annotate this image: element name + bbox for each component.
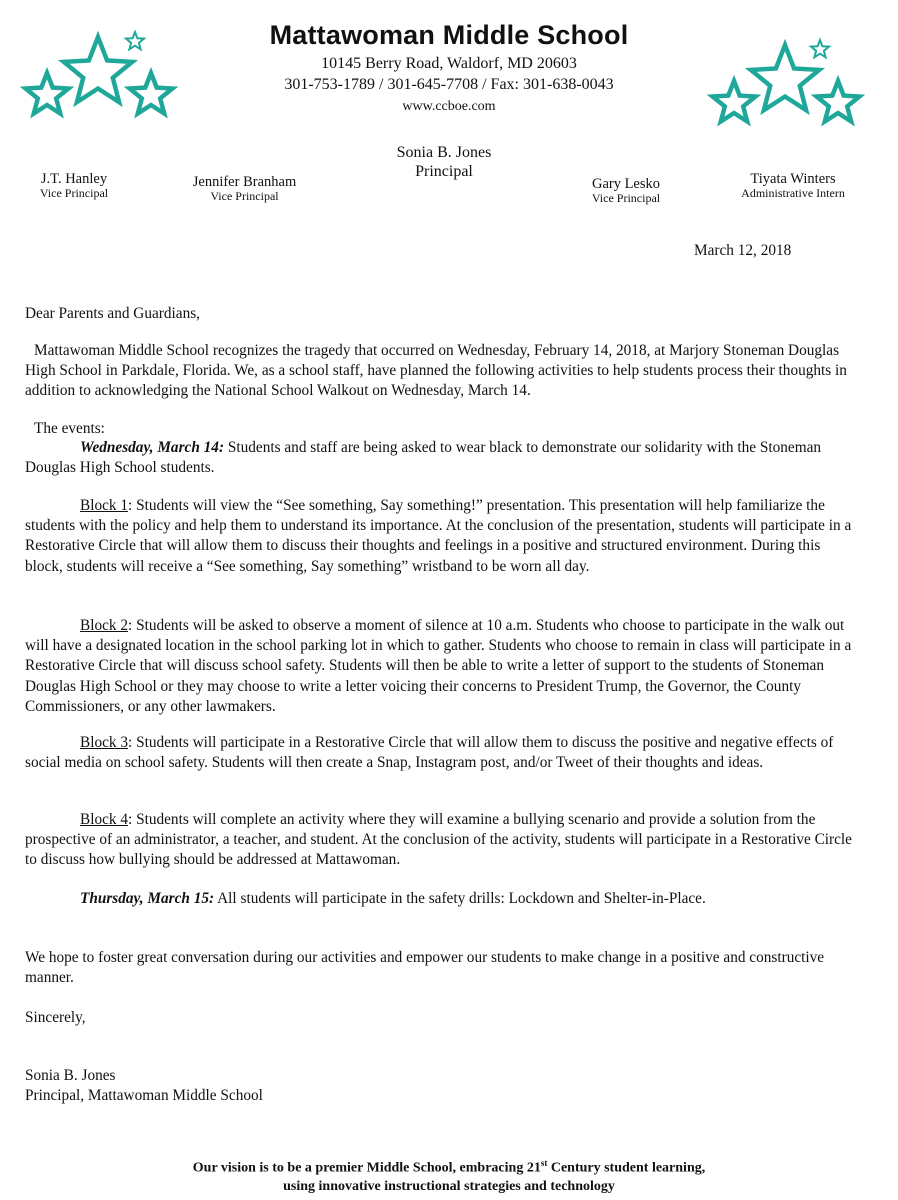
closing-paragraph: We hope to foster great conversation during our activities and empower our students to make change in a positive and constructive manner. xyxy=(25,949,825,987)
block-paragraph xyxy=(25,616,860,717)
staff-member xyxy=(14,172,134,200)
block-label: Block 1 xyxy=(80,497,129,514)
school-website: www.ccboe.com xyxy=(402,99,496,114)
footer-vision xyxy=(0,1158,898,1196)
block-text: : Students will complete an activity where they will examine a bullying scenario and provide a solution from the prospective of an administrator, a teacher, and student. At the conclusion of the activity, students will participate in a Restorative Circle to discuss how bullying should be addressed at Mattawoman. xyxy=(25,811,852,869)
intro-paragraph: Mattawoman Middle School recognizes the tragedy that occurred on Wednesday, February 14, 2018, at Marjory Stoneman Douglas High School in Parkdale, Florida. We, as a school staff, have planned the following activities to help students process their thoughts in addition to acknowledging the National School Walkout on Wednesday, March 14. xyxy=(25,342,847,400)
wednesday-paragraph xyxy=(25,438,860,478)
staff-member xyxy=(718,172,868,200)
staff-name: Jennifer Branham xyxy=(192,174,297,190)
wednesday-label: Wednesday, March 14: xyxy=(80,439,225,456)
signer-title: Principal, Mattawoman Middle School xyxy=(25,1087,263,1104)
block-paragraph xyxy=(25,496,860,577)
staff-role: Administrative Intern xyxy=(741,186,845,201)
staff-name: J.T. Hanley xyxy=(40,171,108,187)
block-label: Block 3 xyxy=(80,734,129,751)
block-text: : Students will be asked to observe a moment of silence at 10 a.m. Students who choose to participate in the walk out will have a designated location in the school parking lot in which to gather. Students who choose to remain in class will participate in a Restorative Circle that will discuss school safety. Students will then be able to write a letter of support to the students of Stoneman Douglas High School or they may choose to write a letter voicing their concerns to President Trump, the Governor, the County Commissioners, or any other lawmakers. xyxy=(25,617,852,715)
staff-name: Tiyata Winters xyxy=(750,171,836,187)
footer-line-1: Our vision is to be a premier Middle School, embracing 21st Century student learning, xyxy=(192,1158,706,1176)
principal-name: Sonia B. Jones xyxy=(396,144,492,161)
signoff: Sincerely, xyxy=(25,1009,86,1026)
events-label: The events: xyxy=(34,420,105,437)
principal-title: Principal xyxy=(415,163,473,181)
staff-role: Vice Principal xyxy=(210,189,279,204)
school-phones: 301-753-1789 / 301-645-7708 / Fax: 301-638-0043 xyxy=(284,76,614,93)
thursday-label: Thursday, March 15: xyxy=(80,890,215,907)
block-text: : Students will participate in a Restorative Circle that will allow them to discuss the positive and negative effects of social media on school safety. Students will then create a Snap, Instagram post, and/or Tweet of their thoughts and ideas. xyxy=(25,734,834,772)
block-label: Block 2 xyxy=(80,617,129,634)
block-paragraph xyxy=(25,733,860,773)
principal-block xyxy=(339,143,549,181)
letter-date: March 12, 2018 xyxy=(694,242,792,259)
block-text: : Students will view the “See something, Say something!” presentation. This presentation will help familiarize the students with the policy and help them to understand its importance. At the conclusion of the presentation, students will participate in a Restorative Circle that will allow them to discuss their thoughts and feelings in a positive and structured environment. During this block, students will receive a “See something, Say something” wristband to be worn all day. xyxy=(25,497,852,575)
school-name: Mattawoman Middle School xyxy=(269,20,629,50)
school-address: 10145 Berry Road, Waldorf, MD 20603 xyxy=(321,55,577,72)
block-paragraph xyxy=(25,810,860,871)
signer-name: Sonia B. Jones xyxy=(25,1067,116,1084)
block-label: Block 4 xyxy=(80,811,129,828)
letter-salutation: Dear Parents and Guardians, xyxy=(25,305,201,322)
thursday-text: All students will participate in the safety drills: Lockdown and Shelter-in-Place. xyxy=(214,890,706,907)
staff-member xyxy=(566,177,686,205)
staff-name: Gary Lesko xyxy=(591,176,661,192)
staff-role: Vice Principal xyxy=(39,186,109,201)
staff-member xyxy=(172,175,317,203)
wednesday-text: Students and staff are being asked to wear black to demonstrate our solidarity with the Stoneman Douglas High School students. xyxy=(25,439,822,477)
staff-role: Vice Principal xyxy=(591,191,661,206)
thursday-paragraph xyxy=(25,889,860,909)
footer-line-2: using innovative instructional strategies and technology xyxy=(283,1178,615,1194)
